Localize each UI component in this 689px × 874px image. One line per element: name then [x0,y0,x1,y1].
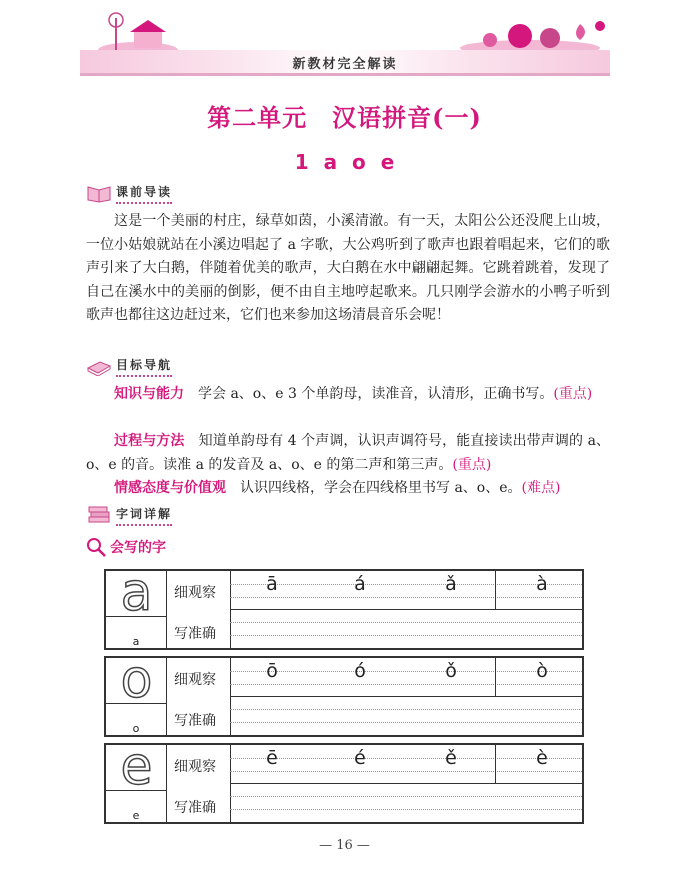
page-header [80,10,610,76]
letter-cell [106,650,167,710]
small-letter: o [106,704,167,737]
tone-3: ě [445,747,457,769]
tone-4: ò [536,660,548,682]
observe-label: 细观察 [174,672,216,688]
tone-4: à [536,573,548,595]
letter-cell [106,737,167,797]
tone-3: ǎ [445,573,457,595]
section-words-label: 字词详解 [116,505,172,526]
outline-letter: a [120,563,153,623]
section-preview-label: 课前导读 [116,183,172,204]
section-goals-heading [86,356,172,376]
write-label: 写准确 [174,626,216,642]
header-title: 新教材完全解读 [292,57,398,72]
write-heading-label: 会写的字 [110,540,166,556]
outline-letter: e [120,737,153,797]
goal-process-text: 知道单韵母有 4 个声调，认识声调符号，能直接读出带声调的 a、o、e 的音。读准 a 的发音及 a、o、e 的第二声和第三声。 [86,433,611,473]
goal-knowledge-text: 学会 a、o、e 3 个单韵母，读准音，认清形，正确书写。 [198,386,554,402]
practice-box-a [104,563,584,650]
book-stack-icon [86,505,112,525]
small-letter: a [106,617,167,650]
tone-2: á [354,573,366,595]
outline-letter: o [120,650,153,710]
goal-process-note: (重点) [452,456,492,473]
tone-1: ō [266,660,278,682]
tone-4: è [536,747,548,769]
section-preview-heading [86,183,172,203]
observe-label: 细观察 [174,759,216,775]
tone-1: ā [266,573,278,595]
goal-attitude [86,477,610,501]
tone-1: ē [266,747,278,769]
tone-2: é [354,747,366,769]
goal-attitude-note: (难点) [521,480,561,496]
open-book-icon [86,183,112,203]
write-heading [86,537,166,557]
goal-knowledge [86,383,610,407]
practice-box-o [104,650,584,737]
book-icon [86,356,112,376]
write-label: 写准确 [174,800,216,816]
practice-box-e [104,737,584,824]
magnifier-icon [86,537,108,557]
letter-cell [106,563,167,623]
goal-knowledge-key: 知识与能力 [114,386,184,402]
page-number: — 16 — [319,838,370,853]
goal-attitude-text: 认识四线格，学会在四线格里书写 a、o、e。 [240,480,522,496]
goal-knowledge-note: (重点) [553,386,593,402]
goal-attitude-key: 情感态度与价值观 [114,480,226,496]
section-goals-label: 目标导航 [116,356,172,377]
goal-process [86,430,610,477]
write-label: 写准确 [174,713,216,729]
preview-text: 这是一个美丽的村庄，绿草如茵，小溪清澈。有一天，太阳公公还没爬上山坡，一位小姑娘就站在小溪边唱起了 a 字歌，大公鸡听到了歌声也跟着唱起来，它们的歌声引来了大白鹅，伴随着优美的歌声，大白鹅在水中翩翩起舞。它跳着跳着，发现了自己在溪水中的美丽的倒影，便不由自主地哼起歌来。几只刚学会游水的小鸭子听到歌声也都往这边赶过来，它们也来参加这场清晨音乐会呢！ [86,213,610,323]
tone-2: ó [354,660,366,682]
small-letter: e [106,791,167,824]
goal-process-key: 过程与方法 [114,433,185,449]
lesson-title: 1 a o e [294,150,395,174]
tone-3: ǒ [445,660,457,682]
observe-label: 细观察 [174,585,216,601]
section-words-heading [86,505,172,525]
unit-title: 第二单元 汉语拼音(一) [207,103,482,132]
